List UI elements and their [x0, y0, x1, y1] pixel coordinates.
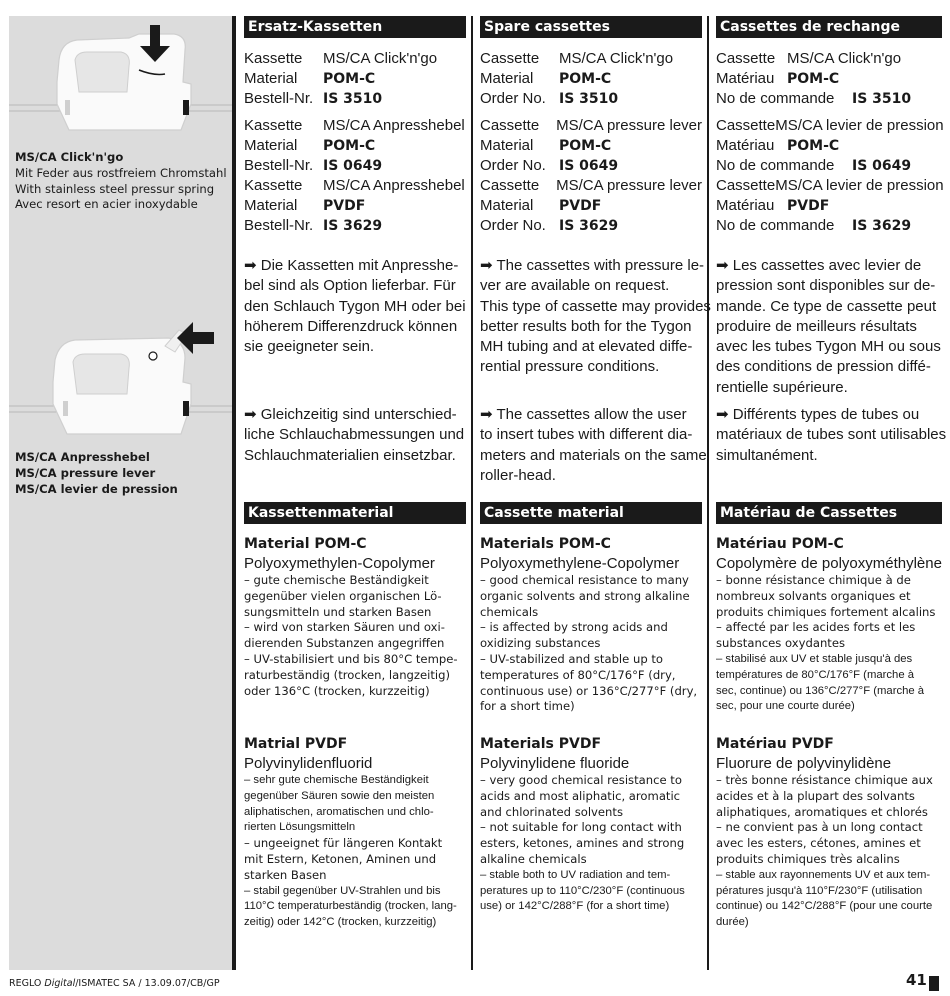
spec-value: MS/CA Click'n'go — [323, 50, 438, 67]
text-line: MH tubing and at elevated diffe- — [480, 338, 693, 356]
text-line: avec les tubes Tygon MH ou sous — [716, 338, 941, 356]
spec-value: IS 0649 — [852, 158, 912, 174]
spec-label: Matériau — [716, 137, 775, 154]
text-line: pression sont disponibles sur de- — [716, 277, 936, 295]
text-line: Schlauchmaterialien einsetzbar. — [244, 446, 456, 464]
material-name: Polyvinylidene fluoride — [480, 755, 630, 772]
spec-value: MS/CA levier de pression — [775, 117, 944, 134]
property-line: – is affected by strong acids and — [480, 620, 668, 635]
spec-row — [480, 176, 702, 196]
material-block — [244, 534, 458, 699]
text-line: ver are available on request. — [480, 277, 670, 295]
spec-row — [716, 136, 942, 156]
spec-label: Material — [480, 137, 534, 154]
spec-row — [244, 49, 466, 69]
spec-row — [716, 89, 942, 109]
property-line: durée) — [716, 916, 749, 929]
column-divider — [707, 16, 709, 970]
property-line: raturbeständig (trocken, langzeitig) — [244, 667, 451, 682]
spec-value: POM-C — [323, 71, 376, 87]
material-block — [480, 534, 697, 715]
cassette-clickngo-illustration — [9, 20, 232, 140]
spec-row — [716, 196, 942, 216]
spec-value: MS/CA Anpresshebel — [323, 177, 465, 194]
spec-row — [480, 116, 702, 136]
spec-label: Cassette — [716, 177, 776, 194]
spec-row — [480, 89, 702, 109]
material-title: Matrial PVDF — [244, 736, 348, 752]
material-title: Matériau POM-C — [716, 536, 844, 552]
section-header: Ersatz-Kassetten — [244, 16, 466, 38]
property-line: continue) ou 142°C/288°F (pour une courte — [716, 900, 933, 913]
footer-suffix: /ISMATEC SA / 13.09.07/CB/GP — [75, 978, 220, 989]
text-line: höherem Differenzdruck können — [244, 317, 458, 335]
spec-row — [480, 69, 702, 89]
spec-row — [244, 196, 466, 216]
material-block — [480, 734, 685, 915]
spec-value: PVDF — [559, 198, 602, 214]
spec-value: POM-C — [787, 138, 840, 154]
text-line: produire de meilleurs résultats — [716, 317, 917, 335]
main-divider — [232, 16, 236, 970]
property-line: esters, ketones, amines and strong — [480, 836, 685, 851]
property-line: peratures up to 110°C/230°F (continuous — [480, 884, 685, 897]
spec-label: Bestell-Nr. — [244, 90, 314, 107]
info-paragraph — [716, 405, 946, 466]
property-line: acids and most aliphatic, aromatic — [480, 788, 681, 803]
spec-row — [716, 176, 942, 196]
spec-label: Material — [244, 137, 298, 154]
spec-row — [716, 156, 942, 176]
spec-row — [244, 136, 466, 156]
property-line: – wird von starken Säuren und oxi- — [244, 620, 445, 635]
spec-label: Material — [480, 70, 534, 87]
caption-pressure-lever — [15, 450, 178, 497]
spec-row — [716, 69, 942, 89]
spec-row — [244, 116, 466, 136]
spec-label: Material — [244, 197, 298, 214]
spec-value: POM-C — [787, 71, 840, 87]
caption-clickngo-title: MS/CA Click'n'go — [15, 150, 124, 164]
material-name: Polyoxymethylene-Copolymer — [480, 555, 680, 572]
caption-line: MS/CA Anpresshebel — [15, 450, 150, 464]
property-line: – UV-stabilisiert und bis 80°C tempe- — [244, 651, 458, 666]
text-line: ➡ The cassettes with pressure le- — [480, 257, 705, 274]
property-line: chemicals — [480, 604, 539, 619]
section-header: Matériau de Cassettes — [716, 502, 942, 524]
property-line: alkaline chemicals — [480, 851, 587, 866]
property-line: and chlorinated solvents — [480, 804, 623, 819]
spec-row — [480, 49, 702, 69]
material-name: Fluorure de polyvinylidène — [716, 755, 892, 772]
material-title: Materials PVDF — [480, 736, 602, 752]
property-line: mit Estern, Ketonen, Aminen und — [244, 851, 437, 866]
property-line: – très bonne résistance chimique aux — [716, 773, 933, 787]
spec-label: Material — [480, 197, 534, 214]
text-line: simultanément. — [716, 446, 818, 464]
property-line: – sehr gute chemische Beständigkeit — [244, 774, 429, 786]
info-paragraph — [480, 405, 707, 486]
text-line: bel sind als Option lieferbar. Für — [244, 277, 456, 295]
property-line: – stabilisé aux UV et stable jusqu'à des — [716, 652, 913, 665]
property-line: – ungeeignet für längeren Kontakt — [244, 836, 443, 851]
spec-value: MS/CA pressure lever — [556, 177, 702, 194]
property-line: – gute chemische Beständigkeit — [244, 573, 429, 587]
text-line: to insert tubes with different dia- — [480, 426, 693, 444]
spec-label: Cassette — [716, 117, 776, 134]
spec-value: IS 3510 — [852, 91, 912, 107]
property-line: gegenüber Säuren sowie den meisten — [244, 789, 435, 802]
property-line: – very good chemical resistance to — [480, 773, 682, 787]
material-name: Polyvinylidenfluorid — [244, 755, 373, 772]
property-line: – affecté par les acides forts et les — [716, 620, 916, 635]
property-line: – stable aux rayonnements UV et aux tem- — [716, 868, 931, 881]
spec-label: Cassette — [480, 177, 540, 194]
material-block — [716, 534, 942, 715]
property-line: zeitig) oder 142°C (trocken, kurzzeitig) — [244, 916, 437, 929]
text-line: This type of cassette may provides — [480, 297, 711, 315]
info-paragraph — [244, 256, 466, 357]
spec-value: IS 3629 — [559, 218, 619, 234]
spec-row — [480, 136, 702, 156]
spec-label: Cassette — [480, 117, 540, 134]
spec-value: MS/CA Click'n'go — [787, 50, 902, 67]
property-line: 110°C temperaturbeständig (trocken, lang- — [244, 900, 457, 913]
spec-value: IS 0649 — [559, 158, 619, 174]
spec-value: MS/CA levier de pression — [775, 177, 944, 194]
spec-value: IS 3629 — [852, 218, 912, 234]
text-line: ➡ Gleichzeitig sind unterschied- — [244, 406, 457, 423]
spec-label: Matériau — [716, 197, 775, 214]
section-header: Cassettes de rechange — [716, 16, 942, 38]
spec-row — [244, 176, 466, 196]
spec-label: Matériau — [716, 70, 775, 87]
text-line: rentielle supérieure. — [716, 378, 848, 396]
caption-line: With stainless steel pressur spring — [15, 181, 215, 196]
material-title: Material POM-C — [244, 536, 367, 552]
spec-row — [716, 116, 942, 136]
spec-label: Material — [244, 70, 298, 87]
spec-table — [244, 49, 466, 236]
property-line: dierenden Substanzen angegriffen — [244, 636, 445, 651]
spec-table — [480, 49, 702, 236]
spec-row — [244, 216, 466, 236]
text-line: liche Schlauchabmessungen und — [244, 426, 465, 444]
text-line: ➡ Die Kassetten mit Anpresshe- — [244, 257, 459, 274]
spec-label: Kassette — [244, 177, 303, 194]
text-line: sie geeigneter sein. — [244, 338, 375, 356]
spec-value: MS/CA pressure lever — [556, 117, 702, 134]
text-line: roller-head. — [480, 466, 556, 484]
text-line: matériaux de tubes sont utilisables — [716, 426, 947, 444]
property-line: avec les esters, cétones, amines et — [716, 836, 921, 851]
property-line: gegenüber vielen organischen Lö- — [244, 588, 442, 603]
text-line: ➡ Différents types de tubes ou — [716, 406, 920, 423]
section-header: Kassettenmaterial — [244, 502, 466, 524]
text-line: better results both for the Tygon — [480, 317, 692, 335]
spec-row — [480, 216, 702, 236]
page-marker — [929, 976, 939, 991]
spec-value: MS/CA Anpresshebel — [323, 117, 465, 134]
spec-value: POM-C — [323, 138, 376, 154]
property-line: aliphatiques, aromatiques et chlorés — [716, 804, 928, 819]
spec-label: Bestell-Nr. — [244, 157, 314, 174]
property-line: for a short time) — [480, 699, 575, 714]
footer-product: Digital — [44, 978, 76, 989]
spec-value: IS 3510 — [559, 91, 619, 107]
property-line: pératures jusqu'à 110°F/230°F (utilisation — [716, 884, 923, 897]
spec-value: IS 3510 — [323, 91, 383, 107]
page-number: 41 — [906, 971, 927, 989]
footer-prefix: REGLO — [9, 978, 45, 989]
material-block — [244, 734, 457, 931]
material-name: Polyoxymethylen-Copolymer — [244, 555, 435, 572]
text-line: mande. Ce type de cassette peut — [716, 297, 937, 315]
property-line: sec, pour une courte durée) — [716, 700, 855, 713]
spec-value: MS/CA Click'n'go — [559, 50, 674, 67]
property-line: – stabil gegenüber UV-Strahlen und bis — [244, 884, 441, 897]
text-line: den Schlauch Tygon MH oder bei — [244, 297, 466, 315]
column-german — [244, 16, 466, 929]
property-line: températures de 80°C/176°F (marche à — [716, 668, 915, 681]
spec-value: IS 0649 — [323, 158, 383, 174]
spec-row — [244, 69, 466, 89]
spec-label: Cassette — [716, 50, 776, 67]
info-paragraph — [716, 256, 941, 398]
text-line: ➡ Les cassettes avec levier de — [716, 257, 922, 274]
caption-line: MS/CA levier de pression — [15, 481, 178, 496]
spec-label: Cassette — [480, 50, 540, 67]
material-title: Matériau PVDF — [716, 736, 834, 752]
property-line: use) or 142°C/288°F (for a short time) — [480, 900, 670, 913]
property-line: oder 136°C (trocken, kurzzeitig) — [244, 683, 430, 698]
property-line: starken Basen — [244, 867, 327, 882]
property-line: – ne convient pas à un long contact — [716, 820, 923, 835]
column-divider — [471, 16, 473, 970]
info-paragraph — [244, 405, 464, 466]
spec-label: Kassette — [244, 50, 303, 67]
spec-row — [716, 216, 942, 236]
property-line: produits chimiques très alcalins — [716, 851, 900, 866]
spec-label: Order No. — [480, 157, 546, 174]
spec-row — [716, 49, 942, 69]
property-line: temperatures of 80°C/176°F (dry, — [480, 667, 676, 682]
spec-row — [244, 156, 466, 176]
column-english — [480, 16, 711, 913]
spec-table — [716, 49, 942, 236]
property-line: aliphatischen, aromatischen und chlo- — [244, 805, 434, 818]
spec-value: POM-C — [559, 138, 612, 154]
property-line: – bonne résistance chimique à de — [716, 573, 911, 587]
property-line: produits chimiques fortement alcalins — [716, 604, 936, 619]
spec-label: Order No. — [480, 90, 546, 107]
text-line: rential pressure conditions. — [480, 358, 660, 376]
property-line: sungsmitteln und starken Basen — [244, 604, 432, 619]
spec-row — [480, 196, 702, 216]
property-line: acides et à la plupart des solvants — [716, 788, 915, 803]
spec-value: POM-C — [559, 71, 612, 87]
property-line: – not suitable for long contact with — [480, 820, 682, 835]
spec-row — [480, 156, 702, 176]
text-line: des conditions de pression diffé- — [716, 358, 931, 376]
property-line: oxidizing substances — [480, 636, 601, 651]
spec-label: No de commande — [716, 157, 835, 174]
text-line: ➡ The cassettes allow the user — [480, 406, 687, 423]
material-title: Materials POM-C — [480, 536, 611, 552]
spec-value: PVDF — [323, 198, 366, 214]
section-header: Cassette material — [480, 502, 702, 524]
property-line: – UV-stabilized and stable up to — [480, 651, 663, 666]
property-line: sec, continue) ou 136°C/277°F (marche à — [716, 684, 925, 697]
text-line: meters and materials on the same — [480, 446, 707, 464]
spec-label: Kassette — [244, 117, 303, 134]
spec-value: PVDF — [787, 198, 830, 214]
caption-line: Avec resort en acier inoxydable — [15, 197, 198, 212]
cassette-pressure-lever-illustration — [9, 316, 232, 446]
spec-value: IS 3629 — [323, 218, 383, 234]
caption-clickngo — [15, 150, 227, 213]
caption-line: Mit Feder aus rostfreiem Chromstahl — [15, 165, 227, 180]
footer-document-ref — [9, 978, 220, 989]
caption-line: MS/CA pressure lever — [15, 465, 156, 480]
spec-label: No de commande — [716, 90, 835, 107]
spec-label: No de commande — [716, 217, 835, 234]
property-line: organic solvents and strong alkaline — [480, 588, 690, 603]
property-line: – stable both to UV radiation and tem- — [480, 868, 671, 881]
column-french — [716, 16, 947, 929]
section-header: Spare cassettes — [480, 16, 702, 38]
info-paragraph — [480, 256, 711, 378]
property-line: continuous use) or 136°C/277°F (dry, — [480, 683, 698, 698]
property-line: rierten Lösungsmitteln — [244, 821, 356, 834]
spec-label: Order No. — [480, 217, 546, 234]
spec-label: Bestell-Nr. — [244, 217, 314, 234]
property-line: nombreux solvants organiques et — [716, 588, 911, 603]
property-line: substances oxydantes — [716, 636, 846, 651]
property-line: – good chemical resistance to many — [480, 573, 689, 587]
spec-row — [244, 89, 466, 109]
material-name: Copolymère de polyoxyméthylène — [716, 555, 942, 572]
material-block — [716, 734, 933, 931]
